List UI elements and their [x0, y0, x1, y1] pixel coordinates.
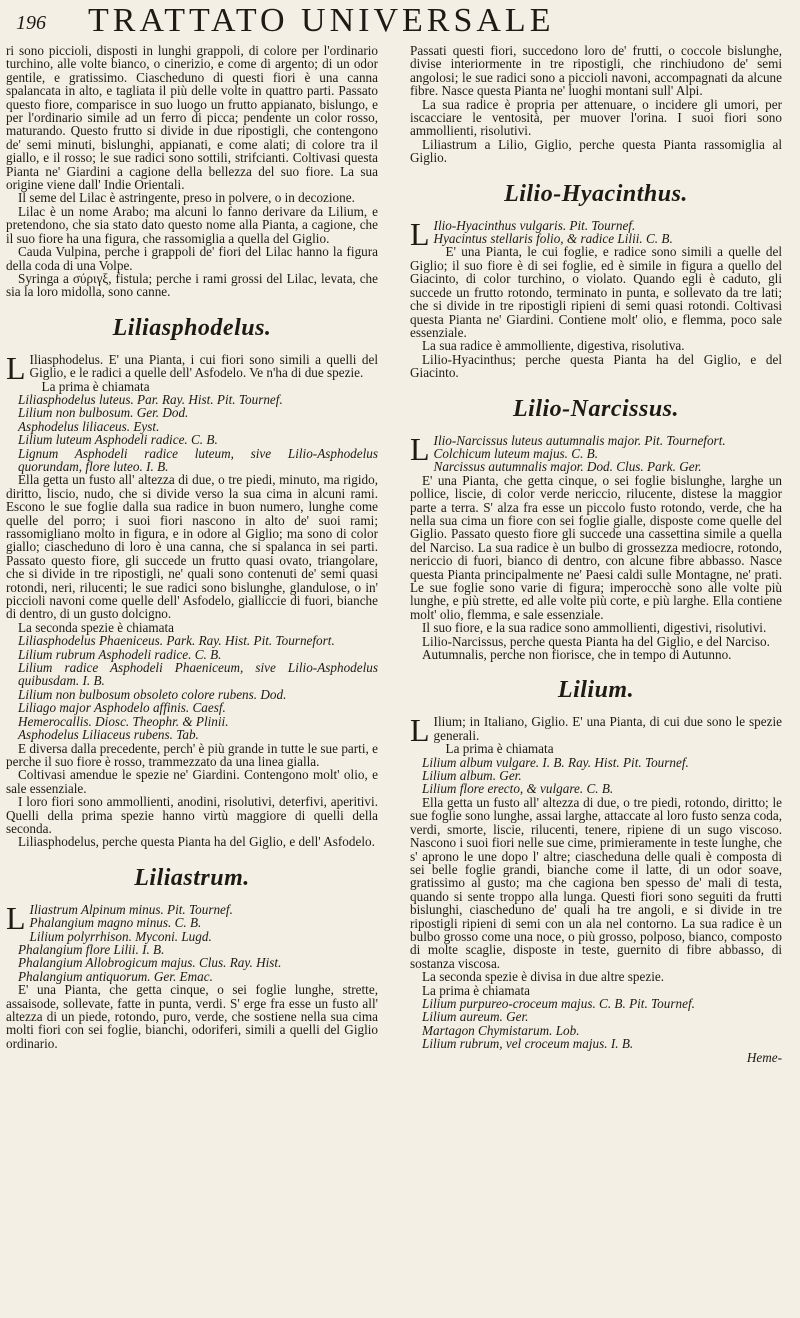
page-number: 196 — [16, 12, 46, 34]
paragraph: La prima è chiamata — [41, 378, 150, 394]
paragraph: Autumnalis, perche non fiorisce, che in tempo di Autunno. — [422, 647, 732, 663]
paragraph: La prima è chiamata — [445, 741, 554, 757]
synonym-line: Ilio-Hyacinthus vulgaris. Pit. Tournef. — [433, 217, 636, 233]
paragraph: Lilio-Hyacinthus; perche questa Pianta ha del Giglio, e del Giacinto. — [410, 351, 782, 381]
synonym-line: Phalangium flore Lilii. I. B. — [18, 941, 165, 957]
entry-title-lilio-narcissus: Lilio-Narcissus. — [512, 395, 679, 422]
paragraph: E diversa dalla precedente, perch' è più grande in tutte le sue parti, e perche il suo fiore è rosso, trammezzato da una linea gialla. — [6, 740, 378, 769]
paragraph: Syringa a σύριγξ, fistula; perche i rami grossi del Lilac, levata, che sia la loro midolla, sono canne. — [6, 270, 378, 300]
paragraph: Il suo fiore, e la sua radice sono ammollienti, digestivi, risolutivi. — [422, 620, 767, 636]
paragraph: La seconda spezie è chiamata — [18, 619, 174, 635]
paragraph: Passati questi fiori, succedono loro de' frutti, o coccole bislunghe, divise interiormente in tre ripostigli, che rinchiudono de' semi angolosi; le sue radici sono a piccioli navoni, accompagnati da alcune fibre. Nasce questa Pianta ne' luoghi montani sull' Alpi. — [410, 43, 782, 99]
drop-cap: L — [6, 349, 26, 386]
synonym-line: Phalangium magno minus. C. B. — [29, 915, 202, 931]
synonym-line: Lilium rubrum, vel croceum majus. I. B. — [422, 1036, 634, 1052]
entry-title-lilium: Lilium. — [557, 677, 635, 704]
catchword: Heme- — [746, 1049, 782, 1065]
paragraph: Ella getta un fusto all' altezza di due, o tre piedi, minuto, ma rigido, diritto, liscio, nudo, che si divide verso la sua cima in alcuni rami. Escono le sue foglie dalla sua radice in buon numero, lunghe come quelle del porro; i suoi fiori nascono in alto de' suoi rami; rassomigliano molto in figura, e in odore al Giglio; ma sono di color giallo; ciascheduno di loro è una canna, che si spalanca in sei parti. Passato questo fiore, gli succede un frutto quasi ovato, triangolare, che si divide in tre ripostigli, ne' quali sono contenuti de' semi quasi rotondi, neri, rilucenti; le sue radici sono bislunghe, glandulose, o in' piccioli navoni come quelle dell' Asfodelo, gialliccie di fuori, bianche di dentro, di un gusto dolcigno. — [6, 472, 378, 622]
synonym-line: Ilio-Narcissus luteus autumnalis major. Pit. Tournefort. — [433, 432, 726, 448]
synonym-line: Lilium purpureo-croceum majus. C. B. Pit. Tournef. — [422, 995, 695, 1011]
synonym-line: Iliastrum Alpinum minus. Pit. Tournef. — [29, 901, 233, 917]
paragraph: Ilium; in Italiano, Giglio. E' una Pianta, di cui due sono le spezie generali. — [433, 714, 782, 743]
synonym-line: Lilium album vulgare. I. B. Ray. Hist. Pit. Tournef. — [422, 754, 689, 770]
paragraph: Liliasphodelus, perche questa Pianta ha del Giglio, e dell' Asfodelo. — [18, 834, 375, 850]
synonym-line: Lilium radice Asphodeli Phaeniceum, sive Lilio-Asphodelus quibusdam. I. B. — [18, 660, 378, 689]
synonym-line: Asphodelus liliaceus. Eyst. — [18, 418, 160, 434]
paragraph: La prima è chiamata — [422, 982, 531, 998]
drop-cap: L — [410, 712, 430, 749]
paragraph: La sua radice è propria per attenuare, o incidere gli umori, per iscacciare le ventosità, per muover l'orina. I suoi fiori sono ammollienti, risolutivi. — [410, 96, 782, 139]
synonym-line: Phalangium Allobrogicum majus. Clus. Ray. Hist. — [18, 955, 282, 971]
entry-title-liliastrum: Liliastrum. — [134, 864, 250, 891]
synonym-line: Hyacintus stellaris folio, & radice Lilii. C. B. — [433, 231, 673, 247]
synonym-line: Narcissus autumnalis major. Dod. Clus. Park. Ger. — [433, 459, 702, 475]
paragraph: Coltivasi amendue le spezie ne' Giardini. Contengono molt' olio, e sale essenziale. — [6, 767, 378, 796]
paragraph: Lilac è un nome Arabo; ma alcuni lo fanno derivare da Lilium, e pretendono, che sia stato dato questo nome alla Pianta, a cagione, che il suo fiore ha una figura, che rassomiglia a quella del Giglio. — [6, 203, 378, 246]
drop-cap: L — [410, 215, 430, 252]
paragraph: Iliasphodelus. E' una Pianta, i cui fiori sono simili a quelli del Giglio, e le radici a quelle dell' Asfodelo. Ve n'ha di due spezie. — [29, 351, 378, 381]
page-header — [16, 2, 786, 42]
paragraph: E' una Pianta, che getta cinque, o sei foglie lunghe, strette, assaisode, sollevate, fatte in punta, verdi. S' erge fra esse un fusto all' altezza di un piede, rotondo, puro, verde, che sostiene nella sua cima molti fiori con sei foglie, bianchi, odoriferi, simili a quelli del Giglio ordinario. — [6, 982, 378, 1051]
synonym-line: Lilium non bulbosum. Ger. Dod. — [18, 405, 189, 421]
synonym-line: Liliasphodelus luteus. Par. Ray. Hist. Pit. Tournef. — [18, 391, 283, 407]
paragraph: La seconda spezie è divisa in due altre spezie. — [422, 969, 665, 985]
left-column — [6, 44, 378, 1050]
synonym-line: Martagon Chymistarum. Lob. — [422, 1022, 580, 1038]
paragraph: Lilio-Narcissus, perche questa Pianta ha del Giglio, e del Narciso. — [422, 633, 770, 649]
paragraph: Ella getta un fusto all' altezza di due, o tre piedi, rotondo, diritto; le sue foglie sono lunghe, assai larghe, attaccate al loro fusto senza coda, verdi, smorte, liscie, rilucenti, tenere, ripiene di un sugo viscoso. Nascono i suoi fiori nelle sue cime, primieramente in teste lunghe, che s' aprono le une dopo l' altre; ciascheduna delle quali è composta di sei belle foglie grandi, bianche come il latte, di un odor soave, gratissimo al gusto; ma che cagiona ben spesso de' mali di testa, quando si sente troppo alla lunga. Questi fiori sono seguiti da frutti bislunghi, ciascheduno de' quali ha tre angoli, e si divide in tre ripostigli ripieni di semi con un ala nel contorno. La sua radice è un bulbo grosso come una noce, o più grosso, polposo, bianco, composto di molte scaglie, disposte in teste, guernito di fibre abbasso, di sostanza viscosa. — [410, 794, 782, 971]
synonym-line: Lignum Asphodeli radice luteum, sive Lilio-Asphodelus quorundam, flore luteo. I. B. — [18, 445, 378, 474]
drop-cap: L — [6, 899, 26, 936]
paragraph: La sua radice è ammolliente, digestiva, risolutiva. — [422, 338, 685, 354]
synonym-line: Colchicum luteum majus. C. B. — [433, 445, 599, 461]
paragraph: Liliastrum a Lilio, Giglio, perche questa Pianta rassomiglia al Giglio. — [410, 136, 782, 166]
synonym-line: Lilium aureum. Ger. — [422, 1009, 529, 1025]
paragraph: Cauda Vulpina, perche i grappoli de' fiori del Lilac hanno la figura della coda di una Volpe. — [6, 244, 378, 273]
synonym-line: Liliasphodelus Phaeniceus. Park. Ray. Hist. Pit. Tournefort. — [18, 633, 335, 649]
paragraph: E' una Pianta, le cui foglie, e radice sono simili a quelle del Giglio; il suo fiore è di sei foglie, ed è simile in figura a quello del Giacinto, di color turchino, o violato. Quando egli è caduto, gli succede un frutto rotondo, terminato in punta, e sollevato da tre lati; che si divide in tre ripostigli ripieni di semi quasi rotondi. Coltivasi questa Pianta ne' Giardini. Contiene molt' olio, e flemma, poco sale essenziale. — [410, 244, 782, 340]
synonym-line: Lilium flore erecto, & vulgare. C. B. — [422, 781, 614, 797]
synonym-line: Lilium album. Ger. — [422, 768, 522, 784]
paragraph: ri sono piccioli, disposti in lunghi grappoli, di colore per l'ordinario turchino, alle volte bianco, o cinerizio, e come di argento; di un odor gentile, e gratissimo. Ciascheduno di questi fiori è una canna spalancata in alto, e tagliata il più delle volte in quattro parti. Passato questo fiore, comparisce in suo luogo un frutto appianato, bislungo, e per l'ordinario simile ad un ferro di picca; pendente un color rosso, maturando. Questo frutto si divide in due ripostigli, che contengono de' semi minuti, bislunghi, appianati, e come alati; di colore tra il giallo, e il rosso; le sue radici sono sottili, strifcianti. Coltivasi questa Pianta ne' Giardini a cagione della bellezza del suo fiore. La sua origine viene dall' Indie Orientali. — [6, 43, 378, 193]
entry-title-lilio-hyacinthus: Lilio-Hyacinthus. — [504, 180, 688, 207]
running-title: TRATTATO UNIVERSALE — [88, 2, 555, 39]
synonym-line: Phalangium antiquorum. Ger. Emac. — [18, 968, 213, 984]
paragraph: I loro fiori sono ammollienti, anodini, risolutivi, deterfivi, aperitivi. Quelli della prima spezie hanno virtù maggiore di quelli della seconda. — [6, 794, 378, 836]
synonym-line: Lilium luteum Asphodeli radice. C. B. — [18, 432, 218, 448]
right-column — [410, 44, 782, 1064]
entry-title-liliasphodelus: Liliasphodelus. — [112, 314, 272, 341]
paragraph: E' una Pianta, che getta cinque, o sei foglie bislunghe, larghe un pollice, liscie, di color verde nericcio, rilucente, distese la maggior parte a terra. S' alza fra esse un piccolo fusto rotondo, verde, che ha nella sua cima un fiore con sei foglie gialle, disposte come quelle del Giglio. Passato questo fiore gli succede una cassettina simile a quella del Narciso. La sua radice è un bulbo di grossezza mediocre, rotondo, nericcio di fuori, bianco di dentro, con alcune fibre abbasso. Nasce questa Pianta principalmente ne' Paesi caldi sulle Montagne, ne' prati. Le sue foglie sono varie di figura; imperocchè sono alle volte più lunghe, e più strette, ed alle volte più corte, e più larghe. Ella contiene molt' olio, flemma, e sale essenziale. — [410, 472, 782, 622]
synonym-line: Lilium rubrum Asphodeli radice. C. B. — [18, 646, 222, 662]
drop-cap: L — [410, 430, 430, 467]
synonym-line: Asphodelus Liliaceus rubens. Tab. — [18, 727, 199, 743]
synonym-line: Hemerocallis. Diosc. Theophr. & Plinii. — [18, 713, 229, 729]
synonym-line: Liliago major Asphodelo affinis. Caesf. — [18, 700, 226, 716]
paragraph: Il seme del Lilac è astringente, preso in polvere, o in decozione. — [18, 190, 355, 206]
synonym-line: Lilium polyrrhison. Myconi. Lugd. — [29, 928, 212, 944]
synonym-line: Lilium non bulbosum obsoleto colore rubens. Dod. — [18, 686, 287, 702]
